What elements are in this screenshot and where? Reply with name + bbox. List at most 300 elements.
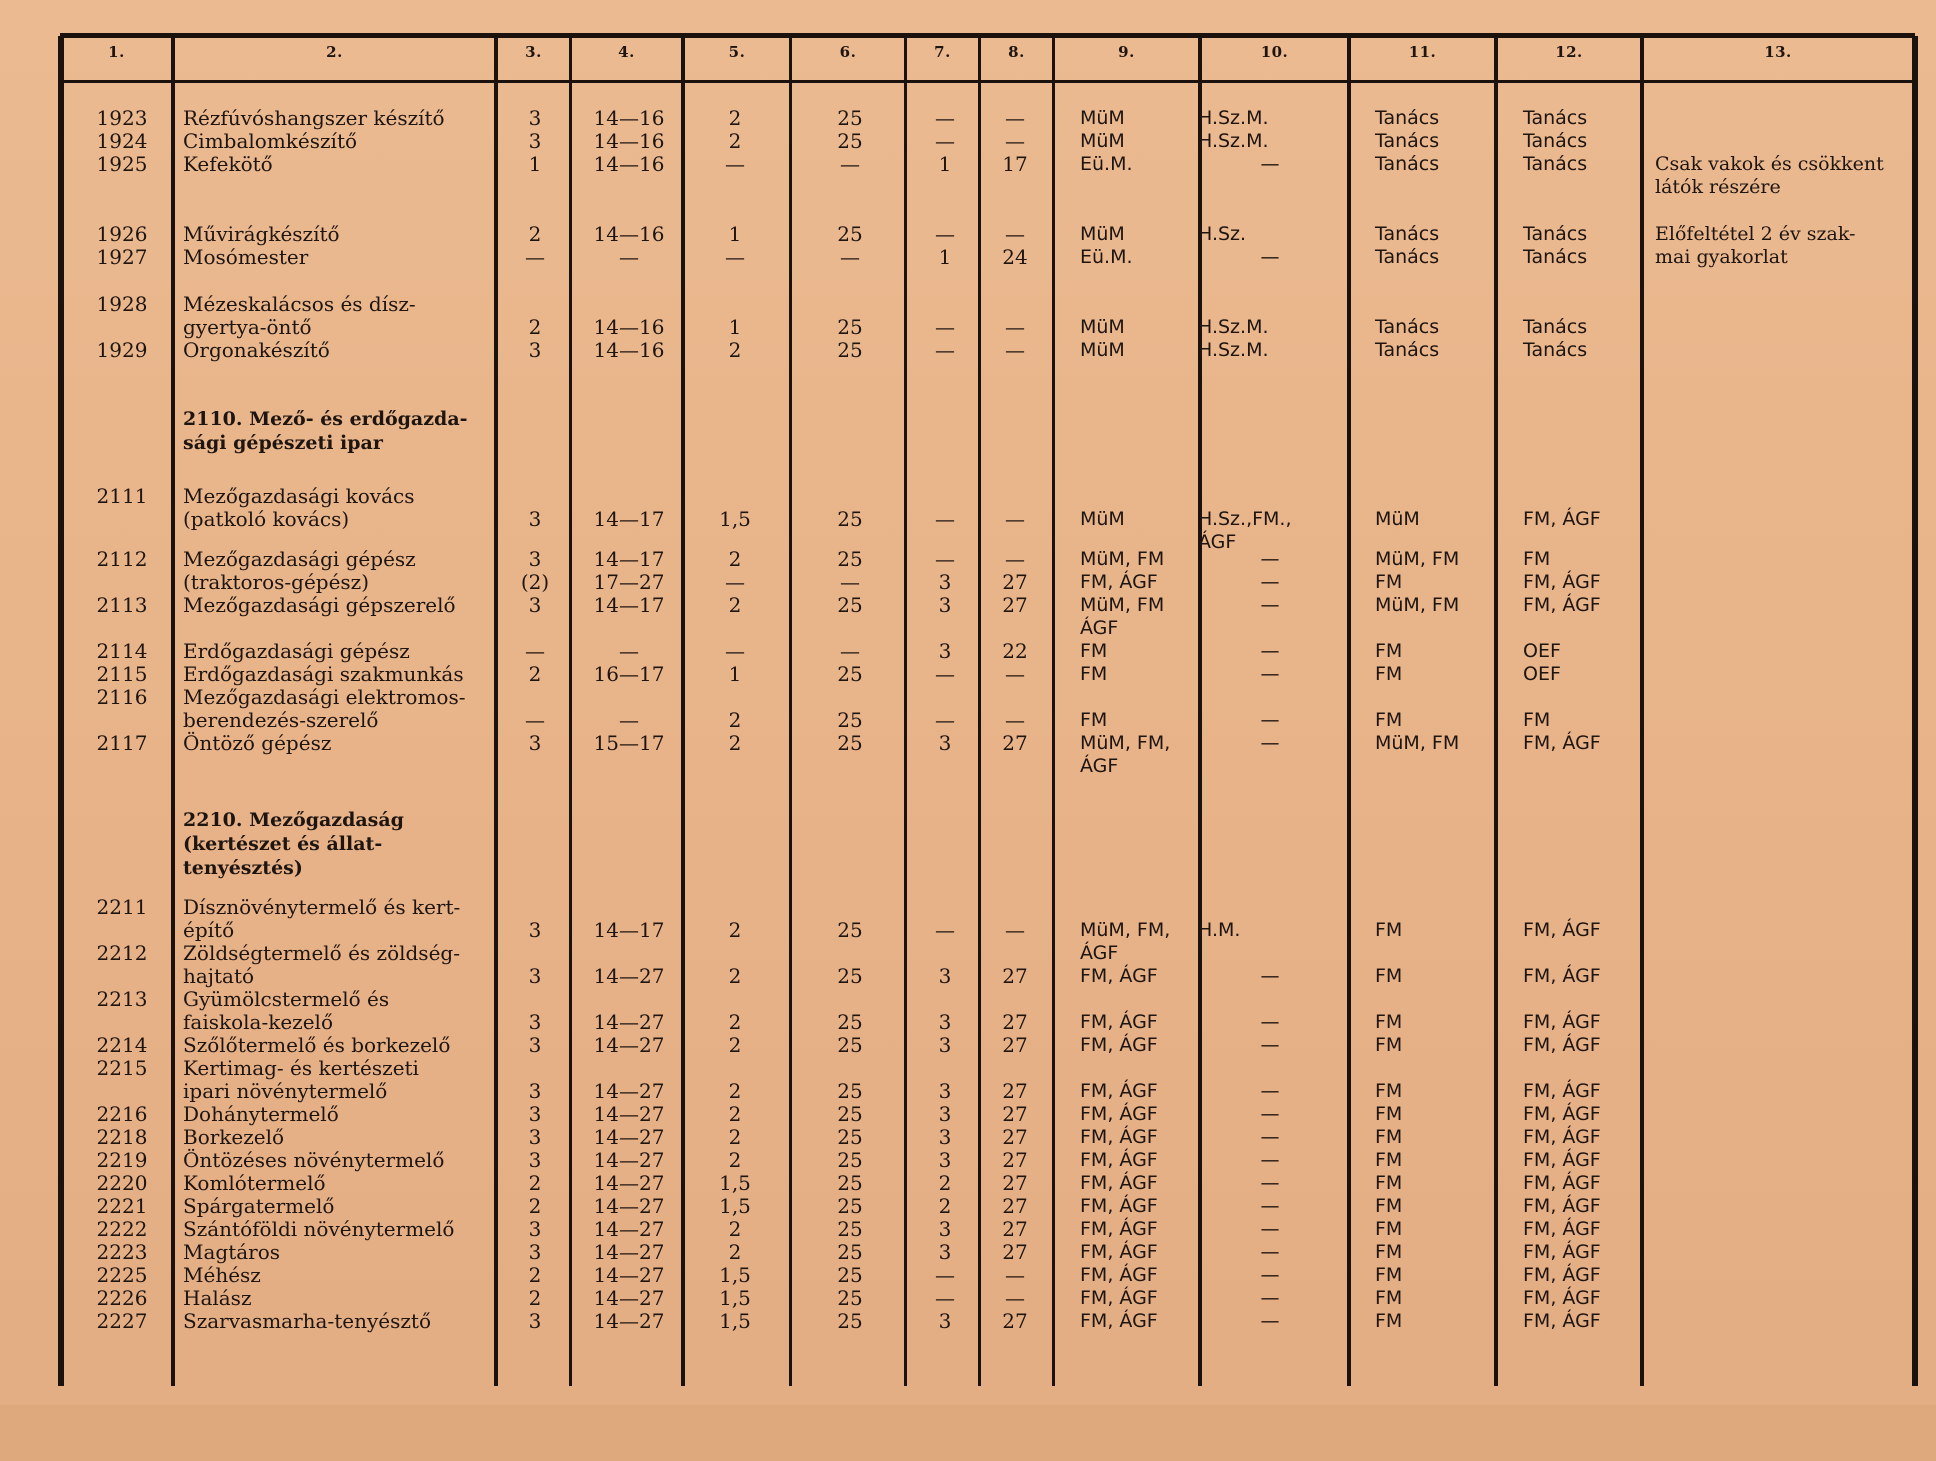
cell-col-10: — bbox=[1260, 571, 1280, 593]
cell-col-6: 25 bbox=[837, 507, 863, 531]
cell-col-10: — bbox=[1260, 663, 1280, 685]
cell-col-1: 2113 bbox=[96, 593, 148, 617]
cell-col-2: Méhész bbox=[183, 1263, 261, 1287]
cell-col-3: 3 bbox=[528, 964, 542, 988]
cell-col-9: FM, ÁGF bbox=[1080, 571, 1158, 593]
cell-col-9: FM, ÁGF bbox=[1080, 1310, 1158, 1332]
col-header: 11. bbox=[1408, 43, 1437, 61]
cell-col-8: 27 bbox=[1002, 1148, 1028, 1172]
cell-col-8: 27 bbox=[1002, 1125, 1028, 1149]
cell-col-9: MüM, FM, bbox=[1080, 732, 1171, 754]
cell-col-8: — bbox=[1005, 547, 1025, 571]
cell-col-8: — bbox=[1005, 918, 1025, 942]
col-header: 4. bbox=[618, 43, 635, 61]
cell-col-9: FM, ÁGF bbox=[1080, 1195, 1158, 1217]
cell-col-8: 27 bbox=[1002, 1033, 1028, 1057]
cell-col-3: 3 bbox=[528, 1010, 542, 1034]
cell-col-6: 25 bbox=[837, 662, 863, 686]
cell-col-1: 1925 bbox=[96, 152, 148, 176]
cell-col-9: FM, ÁGF bbox=[1080, 1264, 1158, 1286]
cell-col-1: 2114 bbox=[96, 639, 148, 663]
cell-col-9: FM, ÁGF bbox=[1080, 1149, 1158, 1171]
cell-col-5: 1 bbox=[728, 662, 742, 686]
col-header: 13. bbox=[1764, 43, 1792, 61]
cell-col-10: — bbox=[1260, 1126, 1280, 1148]
cell-col-7: — bbox=[935, 222, 955, 246]
cell-col-6: 25 bbox=[837, 315, 863, 339]
cell-col-8: 27 bbox=[1002, 1217, 1028, 1241]
cell-col-7: 1 bbox=[938, 245, 952, 269]
cell-col-9: MüM bbox=[1080, 223, 1125, 245]
cell-col-8: 22 bbox=[1002, 639, 1028, 663]
cell-col-2: Szőlőtermelő és borkezelő bbox=[183, 1033, 451, 1057]
cell-col-2: Művirágkészítő bbox=[183, 222, 340, 246]
cell-col-5: 1,5 bbox=[719, 1194, 751, 1218]
section-heading: tenyésztés) bbox=[183, 857, 303, 879]
cell-col-11: FM bbox=[1375, 640, 1403, 662]
cell-col-4: — bbox=[619, 708, 639, 732]
cell-col-6: 25 bbox=[837, 1079, 863, 1103]
cell-col-9: FM, ÁGF bbox=[1080, 1011, 1158, 1033]
col-header: 10. bbox=[1260, 43, 1289, 61]
cell-col-8: 27 bbox=[1002, 1240, 1028, 1264]
cell-col-2: Szarvasmarha-tenyésztő bbox=[183, 1309, 431, 1333]
table-row bbox=[0, 338, 1936, 364]
cell-col-2: Spárgatermelő bbox=[183, 1194, 335, 1218]
cell-col-8: 27 bbox=[1002, 570, 1028, 594]
cell-col-10: — bbox=[1260, 246, 1280, 268]
cell-col-4: 14—27 bbox=[593, 1286, 665, 1310]
col-header: 7. bbox=[934, 43, 951, 61]
cell-col-7: — bbox=[935, 1263, 955, 1287]
cell-col-10: — bbox=[1260, 1195, 1280, 1217]
cell-col-12: Tanács bbox=[1523, 223, 1588, 245]
cell-col-11: FM bbox=[1375, 1034, 1403, 1056]
cell-col-12: Tanács bbox=[1523, 130, 1588, 152]
cell-col-1: 2117 bbox=[96, 731, 148, 755]
cell-col-4: 14—27 bbox=[593, 1125, 665, 1149]
cell-col-3: 2 bbox=[528, 222, 542, 246]
cell-col-9: MüM bbox=[1080, 130, 1125, 152]
cell-col-10: — bbox=[1260, 594, 1280, 616]
cell-col-10: — bbox=[1260, 1264, 1280, 1286]
col-header: 8. bbox=[1008, 43, 1025, 61]
table-row bbox=[0, 754, 1936, 780]
cell-col-1: 1929 bbox=[96, 338, 148, 362]
cell-col-8: 17 bbox=[1002, 152, 1028, 176]
cell-col-9: ÁGF bbox=[1080, 755, 1119, 777]
cell-col-4: 16—17 bbox=[593, 662, 665, 686]
cell-col-5: 1,5 bbox=[719, 1309, 751, 1333]
cell-col-1: 2220 bbox=[96, 1171, 148, 1195]
cell-col-4: 14—17 bbox=[593, 507, 665, 531]
cell-col-12: OEF bbox=[1523, 640, 1561, 662]
cell-col-8: 27 bbox=[1002, 1079, 1028, 1103]
cell-col-11: FM bbox=[1375, 1287, 1403, 1309]
cell-col-2: ipari növénytermelő bbox=[183, 1079, 388, 1103]
cell-col-3: 3 bbox=[528, 593, 542, 617]
cell-col-11: FM bbox=[1375, 1241, 1403, 1263]
cell-col-11: Tanács bbox=[1375, 223, 1440, 245]
cell-col-11: MüM bbox=[1375, 508, 1420, 530]
cell-col-10: H.M. bbox=[1198, 919, 1241, 941]
table-row bbox=[0, 245, 1936, 271]
cell-col-7: — bbox=[935, 918, 955, 942]
cell-col-4: — bbox=[619, 639, 639, 663]
cell-col-11: FM bbox=[1375, 1126, 1403, 1148]
cell-col-6: 25 bbox=[837, 547, 863, 571]
cell-col-12: FM, ÁGF bbox=[1523, 1241, 1601, 1263]
cell-col-5: 2 bbox=[728, 964, 742, 988]
cell-col-5: 2 bbox=[728, 1148, 742, 1172]
cell-col-12: FM, ÁGF bbox=[1523, 919, 1601, 941]
cell-col-4: 14—27 bbox=[593, 1171, 665, 1195]
cell-col-7: — bbox=[935, 315, 955, 339]
cell-col-1: 2218 bbox=[96, 1125, 148, 1149]
cell-col-5: 1,5 bbox=[719, 1263, 751, 1287]
cell-col-9: MüM bbox=[1080, 508, 1125, 530]
cell-col-5: 2 bbox=[728, 731, 742, 755]
cell-col-5: 1,5 bbox=[719, 507, 751, 531]
cell-col-12: FM, ÁGF bbox=[1523, 1103, 1601, 1125]
cell-col-1: 2211 bbox=[96, 895, 148, 919]
cell-col-6: 25 bbox=[837, 1240, 863, 1264]
cell-col-12: FM, ÁGF bbox=[1523, 1080, 1601, 1102]
cell-col-2: (traktoros-gépész) bbox=[183, 570, 370, 594]
cell-col-3: (2) bbox=[520, 570, 550, 594]
cell-col-1: 2219 bbox=[96, 1148, 148, 1172]
cell-col-9: ÁGF bbox=[1080, 942, 1119, 964]
cell-col-8: 27 bbox=[1002, 1171, 1028, 1195]
cell-col-11: FM bbox=[1375, 1103, 1403, 1125]
cell-col-4: 14—27 bbox=[593, 1079, 665, 1103]
cell-col-12: Tanács bbox=[1523, 339, 1588, 361]
cell-col-11: FM bbox=[1375, 919, 1403, 941]
cell-col-1: 1926 bbox=[96, 222, 148, 246]
cell-col-8: 27 bbox=[1002, 1102, 1028, 1126]
cell-col-7: — bbox=[935, 662, 955, 686]
cell-col-6: 25 bbox=[837, 1033, 863, 1057]
cell-col-7: 3 bbox=[938, 1309, 952, 1333]
cell-col-5: 2 bbox=[728, 338, 742, 362]
cell-col-1: 2112 bbox=[96, 547, 148, 571]
cell-col-5: 2 bbox=[728, 547, 742, 571]
cell-col-3: 3 bbox=[528, 731, 542, 755]
cell-col-2: Cimbalomkészítő bbox=[183, 129, 358, 153]
table-row bbox=[0, 1309, 1936, 1335]
cell-col-9: FM, ÁGF bbox=[1080, 1126, 1158, 1148]
cell-col-9: FM, ÁGF bbox=[1080, 1172, 1158, 1194]
cell-col-9: FM, ÁGF bbox=[1080, 1287, 1158, 1309]
cell-col-3: 3 bbox=[528, 547, 542, 571]
cell-col-1: 2116 bbox=[96, 685, 148, 709]
cell-col-5: — bbox=[725, 639, 745, 663]
col-header: 6. bbox=[839, 43, 857, 61]
cell-col-6: — bbox=[840, 639, 860, 663]
cell-col-10: H.Sz.,FM., bbox=[1198, 508, 1292, 530]
cell-col-2: Mezőgazdasági gépész bbox=[183, 547, 416, 571]
cell-col-5: 1,5 bbox=[719, 1286, 751, 1310]
cell-col-6: 25 bbox=[837, 593, 863, 617]
cell-col-4: — bbox=[619, 245, 639, 269]
cell-col-13: Csak vakok és csökkent bbox=[1655, 153, 1884, 175]
cell-col-3: — bbox=[525, 708, 545, 732]
cell-col-9: FM, ÁGF bbox=[1080, 1103, 1158, 1125]
cell-col-4: 14—27 bbox=[593, 1240, 665, 1264]
cell-col-3: 2 bbox=[528, 662, 542, 686]
cell-col-5: — bbox=[725, 570, 745, 594]
cell-col-9: Eü.M. bbox=[1080, 153, 1133, 175]
cell-col-5: 2 bbox=[728, 1240, 742, 1264]
cell-col-11: FM bbox=[1375, 1195, 1403, 1217]
cell-col-6: 25 bbox=[837, 1194, 863, 1218]
cell-col-8: — bbox=[1005, 507, 1025, 531]
cell-col-12: FM, ÁGF bbox=[1523, 1149, 1601, 1171]
cell-col-11: FM bbox=[1375, 1310, 1403, 1332]
cell-col-4: 15—17 bbox=[593, 731, 665, 755]
cell-col-2: Mézeskalácsos és dísz- bbox=[183, 292, 416, 316]
cell-col-12: FM, ÁGF bbox=[1523, 1195, 1601, 1217]
cell-col-8: — bbox=[1005, 315, 1025, 339]
cell-col-5: — bbox=[725, 152, 745, 176]
cell-col-9: FM, ÁGF bbox=[1080, 1034, 1158, 1056]
cell-col-9: MüM bbox=[1080, 107, 1125, 129]
cell-col-4: 14—17 bbox=[593, 918, 665, 942]
cell-col-9: FM, ÁGF bbox=[1080, 1218, 1158, 1240]
cell-col-2: berendezés-szerelő bbox=[183, 708, 379, 732]
cell-col-6: 25 bbox=[837, 708, 863, 732]
cell-col-4: 14—27 bbox=[593, 1309, 665, 1333]
cell-col-10: — bbox=[1260, 548, 1280, 570]
cell-col-12: FM bbox=[1523, 548, 1551, 570]
cell-col-10: — bbox=[1260, 1172, 1280, 1194]
cell-col-2: (patkoló kovács) bbox=[183, 507, 350, 531]
cell-col-7: 3 bbox=[938, 593, 952, 617]
cell-col-8: 27 bbox=[1002, 1010, 1028, 1034]
cell-col-6: — bbox=[840, 152, 860, 176]
cell-col-6: 25 bbox=[837, 1309, 863, 1333]
cell-col-3: 3 bbox=[528, 1217, 542, 1241]
cell-col-2: Halász bbox=[183, 1286, 252, 1310]
cell-col-3: 3 bbox=[528, 1309, 542, 1333]
cell-col-6: 25 bbox=[837, 918, 863, 942]
cell-col-3: 3 bbox=[528, 918, 542, 942]
cell-col-9: MüM, FM bbox=[1080, 548, 1165, 570]
section-heading: (kertészet és állat- bbox=[183, 833, 383, 855]
cell-col-11: FM bbox=[1375, 571, 1403, 593]
cell-col-12: Tanács bbox=[1523, 107, 1588, 129]
cell-col-4: 14—27 bbox=[593, 1263, 665, 1287]
cell-col-2: Mezőgazdasági kovács bbox=[183, 484, 415, 508]
cell-col-1: 2221 bbox=[96, 1194, 148, 1218]
cell-col-2: Zöldségtermelő és zöldség- bbox=[183, 941, 460, 965]
cell-col-1: 1924 bbox=[96, 129, 148, 153]
cell-col-7: 3 bbox=[938, 1033, 952, 1057]
cell-col-5: 1 bbox=[728, 222, 742, 246]
cell-col-12: OEF bbox=[1523, 663, 1561, 685]
cell-col-9: MüM bbox=[1080, 316, 1125, 338]
cell-col-10: — bbox=[1260, 1310, 1280, 1332]
cell-col-11: Tanács bbox=[1375, 246, 1440, 268]
cell-col-6: 25 bbox=[837, 338, 863, 362]
cell-col-4: 14—16 bbox=[593, 315, 665, 339]
cell-col-12: FM, ÁGF bbox=[1523, 571, 1601, 593]
cell-col-2: építő bbox=[183, 918, 235, 942]
cell-col-9: ÁGF bbox=[1080, 617, 1119, 639]
cell-col-7: 3 bbox=[938, 964, 952, 988]
cell-col-12: Tanács bbox=[1523, 316, 1588, 338]
cell-col-6: — bbox=[840, 570, 860, 594]
cell-col-11: FM bbox=[1375, 1264, 1403, 1286]
cell-col-2: Komlótermelő bbox=[183, 1171, 326, 1195]
cell-col-2: Borkezelő bbox=[183, 1125, 285, 1149]
cell-col-10: H.Sz.M. bbox=[1198, 107, 1269, 129]
cell-col-12: Tanács bbox=[1523, 153, 1588, 175]
cell-col-11: FM bbox=[1375, 1080, 1403, 1102]
cell-col-2: Öntöző gépész bbox=[183, 731, 332, 755]
cell-col-4: 14—16 bbox=[593, 129, 665, 153]
cell-col-11: MüM, FM bbox=[1375, 594, 1460, 616]
cell-col-10: — bbox=[1260, 1080, 1280, 1102]
cell-col-10: — bbox=[1260, 1034, 1280, 1056]
cell-col-6: 25 bbox=[837, 1102, 863, 1126]
cell-col-3: 3 bbox=[528, 1148, 542, 1172]
cell-col-1: 2225 bbox=[96, 1263, 148, 1287]
cell-col-2: Mezőgazdasági elektromos- bbox=[183, 685, 466, 709]
cell-col-12: FM bbox=[1523, 709, 1551, 731]
cell-col-1: 2227 bbox=[96, 1309, 148, 1333]
cell-col-2: Magtáros bbox=[183, 1240, 281, 1264]
cell-col-6: 25 bbox=[837, 964, 863, 988]
cell-col-4: 14—27 bbox=[593, 1033, 665, 1057]
cell-col-12: FM, ÁGF bbox=[1523, 1126, 1601, 1148]
cell-col-3: 3 bbox=[528, 1240, 542, 1264]
cell-col-5: 2 bbox=[728, 1010, 742, 1034]
cell-col-4: 14—16 bbox=[593, 152, 665, 176]
cell-col-13: Előfeltétel 2 év szak- bbox=[1655, 223, 1856, 245]
cell-col-1: 1927 bbox=[96, 245, 148, 269]
cell-col-3: 2 bbox=[528, 315, 542, 339]
cell-col-10: — bbox=[1260, 1149, 1280, 1171]
cell-col-12: FM, ÁGF bbox=[1523, 594, 1601, 616]
cell-col-3: 3 bbox=[528, 1079, 542, 1103]
cell-col-3: 3 bbox=[528, 1033, 542, 1057]
cell-col-4: 14—16 bbox=[593, 222, 665, 246]
cell-col-12: FM, ÁGF bbox=[1523, 508, 1601, 530]
cell-col-1: 1928 bbox=[96, 292, 148, 316]
cell-col-7: 3 bbox=[938, 1148, 952, 1172]
cell-col-4: 14—27 bbox=[593, 1010, 665, 1034]
cell-col-13: mai gyakorlat bbox=[1655, 246, 1788, 268]
cell-col-9: FM, ÁGF bbox=[1080, 1080, 1158, 1102]
cell-col-1: 2214 bbox=[96, 1033, 148, 1057]
cell-col-2: faiskola-kezelő bbox=[183, 1010, 333, 1034]
cell-col-6: 25 bbox=[837, 1148, 863, 1172]
cell-col-8: — bbox=[1005, 106, 1025, 130]
cell-col-7: — bbox=[935, 547, 955, 571]
cell-col-7: 3 bbox=[938, 639, 952, 663]
cell-col-8: 27 bbox=[1002, 1309, 1028, 1333]
cell-col-7: 3 bbox=[938, 1240, 952, 1264]
col-header: 2. bbox=[326, 43, 343, 61]
cell-col-1: 2115 bbox=[96, 662, 148, 686]
cell-col-11: FM bbox=[1375, 1218, 1403, 1240]
cell-col-10: H.Sz.M. bbox=[1198, 316, 1269, 338]
cell-col-7: 3 bbox=[938, 1125, 952, 1149]
cell-col-6: 25 bbox=[837, 129, 863, 153]
cell-col-11: Tanács bbox=[1375, 130, 1440, 152]
cell-col-3: 3 bbox=[528, 106, 542, 130]
cell-col-5: 2 bbox=[728, 1217, 742, 1241]
cell-col-11: Tanács bbox=[1375, 316, 1440, 338]
cell-col-10: H.Sz. bbox=[1198, 223, 1247, 245]
cell-col-12: FM, ÁGF bbox=[1523, 1034, 1601, 1056]
cell-col-9: MüM, FM bbox=[1080, 594, 1165, 616]
cell-col-10: — bbox=[1260, 709, 1280, 731]
cell-col-3: — bbox=[525, 639, 545, 663]
cell-col-10: ÁGF bbox=[1198, 531, 1237, 553]
cell-col-7: — bbox=[935, 129, 955, 153]
cell-col-8: 24 bbox=[1002, 245, 1028, 269]
cell-col-6: 25 bbox=[837, 222, 863, 246]
cell-col-6: 25 bbox=[837, 1286, 863, 1310]
cell-col-3: 3 bbox=[528, 1102, 542, 1126]
cell-col-12: Tanács bbox=[1523, 246, 1588, 268]
cell-col-1: 2111 bbox=[96, 484, 148, 508]
cell-col-5: 1,5 bbox=[719, 1171, 751, 1195]
cell-col-5: 2 bbox=[728, 1033, 742, 1057]
cell-col-3: 2 bbox=[528, 1194, 542, 1218]
cell-col-5: 2 bbox=[728, 1125, 742, 1149]
cell-col-1: 1923 bbox=[96, 106, 148, 130]
cell-col-11: Tanács bbox=[1375, 339, 1440, 361]
cell-col-7: — bbox=[935, 507, 955, 531]
cell-col-7: 3 bbox=[938, 1217, 952, 1241]
cell-col-8: 27 bbox=[1002, 1194, 1028, 1218]
cell-col-10: — bbox=[1260, 640, 1280, 662]
cell-col-3: 2 bbox=[528, 1171, 542, 1195]
cell-col-11: MüM, FM bbox=[1375, 732, 1460, 754]
cell-col-7: 3 bbox=[938, 1102, 952, 1126]
cell-col-2: Dohánytermelő bbox=[183, 1102, 339, 1126]
cell-col-6: 25 bbox=[837, 1171, 863, 1195]
section-heading: 2210. Mezőgazdaság bbox=[183, 809, 404, 831]
cell-col-3: 3 bbox=[528, 507, 542, 531]
cell-col-5: 2 bbox=[728, 129, 742, 153]
cell-col-10: H.Sz.M. bbox=[1198, 130, 1269, 152]
cell-col-2: hajtató bbox=[183, 964, 255, 988]
cell-col-4: 14—27 bbox=[593, 964, 665, 988]
cell-col-4: 14—16 bbox=[593, 338, 665, 362]
section-heading: sági gépészeti ipar bbox=[183, 432, 383, 454]
cell-col-12: FM, ÁGF bbox=[1523, 1264, 1601, 1286]
cell-col-9: Eü.M. bbox=[1080, 246, 1133, 268]
cell-col-7: 1 bbox=[938, 152, 952, 176]
cell-col-9: MüM, FM, bbox=[1080, 919, 1171, 941]
cell-col-10: — bbox=[1260, 1241, 1280, 1263]
cell-col-2: Öntözéses növénytermelő bbox=[183, 1148, 445, 1172]
cell-col-5: 2 bbox=[728, 1079, 742, 1103]
cell-col-6: 25 bbox=[837, 731, 863, 755]
cell-col-8: — bbox=[1005, 222, 1025, 246]
cell-col-5: 2 bbox=[728, 106, 742, 130]
cell-col-2: Szántóföldi növénytermelő bbox=[183, 1217, 455, 1241]
cell-col-9: MüM bbox=[1080, 339, 1125, 361]
cell-col-2: Kefekötő bbox=[183, 152, 273, 176]
cell-col-4: 14—17 bbox=[593, 547, 665, 571]
cell-col-2: Rézfúvóshangszer készítő bbox=[183, 106, 445, 130]
cell-col-7: 3 bbox=[938, 731, 952, 755]
